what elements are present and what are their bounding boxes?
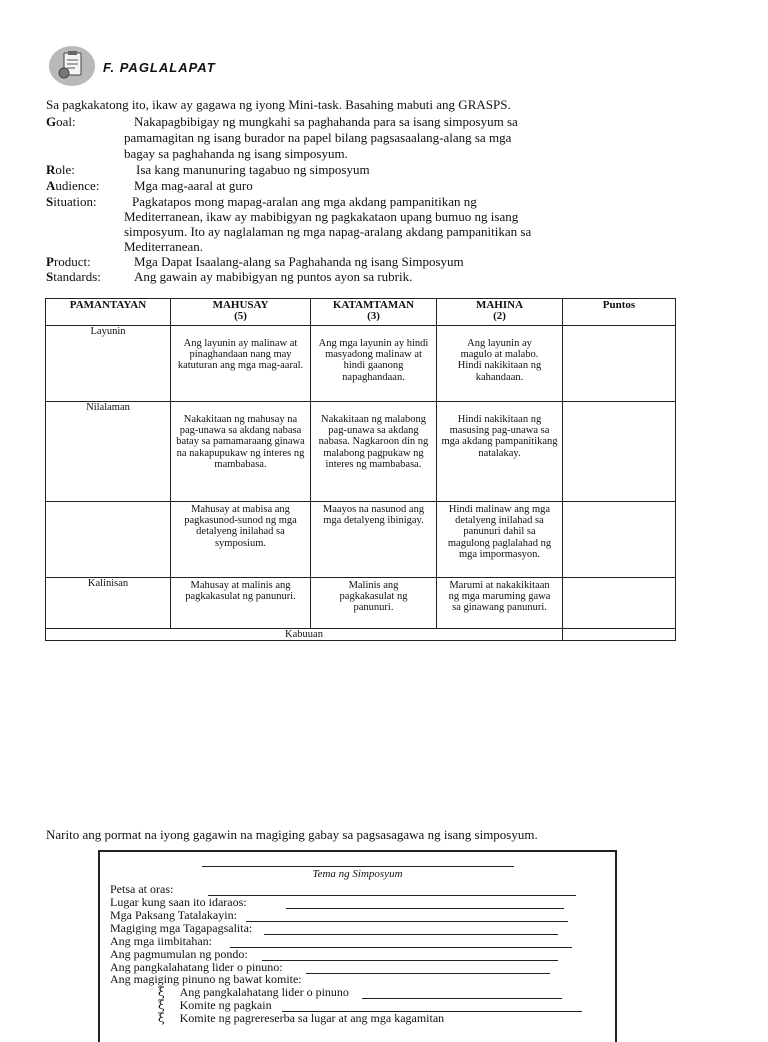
theme-title-line[interactable] bbox=[202, 866, 514, 867]
field-iimbitahan-line[interactable] bbox=[230, 947, 572, 948]
puntos-cell[interactable] bbox=[563, 402, 676, 502]
mahina-cell: Hindi nakikitaan ng masusing pag-unawa sa mga akdang pampanitikang natalakay. bbox=[437, 402, 563, 502]
header-criteria: PAMANTAYAN bbox=[46, 299, 171, 326]
table-row bbox=[46, 326, 676, 402]
situation-line-4: Mediterranean. bbox=[124, 239, 204, 254]
criteria-cell: Nilalaman bbox=[46, 402, 171, 502]
total-label: Kabuuan bbox=[46, 629, 563, 641]
field-lugar-line[interactable] bbox=[286, 908, 564, 909]
field-pondo: Ang pagmumulan ng pondo: bbox=[110, 947, 248, 961]
mahusay-cell: Ang layunin ay malinaw at pinaghandaan nang may katuturan ang mga mag-aaral. bbox=[171, 326, 311, 402]
standards-text: Ang gawain ay mabibigyan ng puntos ayon sa rubrik. bbox=[134, 269, 413, 284]
symposium-form bbox=[98, 850, 617, 1042]
katamtaman-cell: Maayos na nasunod ang mga detalyeng ibinigay. bbox=[311, 502, 437, 578]
table-header-row bbox=[46, 299, 676, 326]
katamtaman-cell: Malinis ang pagkakasulat ng panunuri. bbox=[311, 578, 437, 629]
field-petsa-line[interactable] bbox=[208, 895, 576, 896]
puntos-cell[interactable] bbox=[563, 326, 676, 402]
criteria-cell: Layunin bbox=[46, 326, 171, 402]
field-lider-line[interactable] bbox=[306, 973, 550, 974]
theme-label: Tema ng Simposyum bbox=[312, 868, 403, 880]
katamtaman-cell: Ang mga layunin ay hindi masyadong malinaw at hindi gaanong napaghandaan. bbox=[311, 326, 437, 402]
criteria-cell bbox=[46, 502, 171, 578]
field-petsa: Petsa at oras: bbox=[110, 882, 174, 896]
format-note: Narito ang pormat na iyong gagawin na magiging gabay sa pagsasagawa ng isang simposyum. bbox=[46, 827, 538, 842]
goal-line-1: Nakapagbibigay ng mungkahi sa paghahanda para sa isang simposyum sa bbox=[134, 114, 518, 129]
sub-item-line[interactable] bbox=[362, 998, 562, 999]
situation-line-1: Pagkatapos mong mapag-aralan ang mga akdang pampanitikan ng bbox=[132, 194, 477, 209]
bullet-icon: ξ bbox=[158, 985, 165, 999]
role-text: Isa kang manunuring tagabuo ng simposyum bbox=[136, 162, 370, 177]
field-iimbitahan: Ang mga iimbitahan: bbox=[110, 934, 212, 948]
total-row bbox=[46, 629, 676, 641]
intro-text: Sa pagkakatong ito, ikaw ay gagawa ng iyong Mini-task. Basahing mabuti ang GRASPS. bbox=[46, 97, 511, 112]
mahusay-cell: Nakakitaan ng mahusay na pag-unawa sa akdang nabasa batay sa pamamaraang ginawa na nakapupukaw ng interes ng mambabasa. bbox=[171, 402, 311, 502]
situation-line-2: Mediterranean, ikaw ay mabibigyan ng pagkakataon upang bumuo ng isang bbox=[124, 209, 519, 224]
field-paksa-line[interactable] bbox=[246, 921, 568, 922]
header-mahina: MAHINA (2) bbox=[437, 299, 563, 326]
rubric-table bbox=[45, 298, 676, 641]
audience-text: Mga mag-aaral at guro bbox=[134, 178, 253, 193]
puntos-cell[interactable] bbox=[563, 502, 676, 578]
sub-item: ξ Komite ng pagkain bbox=[158, 998, 272, 1012]
situation-line-3: simposyum. Ito ay naglalaman ng mga napag-aralang akdang pampanitikan sa bbox=[124, 224, 532, 239]
field-komite: Ang magiging pinuno ng bawat komite: bbox=[110, 972, 302, 986]
field-lugar: Lugar kung saan ito idaraos: bbox=[110, 895, 247, 909]
field-paksa: Mga Paksang Tatalakayin: bbox=[110, 908, 237, 922]
mahusay-cell: Mahusay at malinis ang pagkakasulat ng panunuri. bbox=[171, 578, 311, 629]
product-text: Mga Dapat Isaalang-alang sa Paghahanda ng isang Simposyum bbox=[134, 254, 464, 269]
field-tagapagsalita-line[interactable] bbox=[264, 934, 558, 935]
field-pondo-line[interactable] bbox=[262, 960, 558, 961]
bullet-icon: ξ bbox=[158, 998, 165, 1012]
table-row bbox=[46, 502, 676, 578]
clipboard-icon bbox=[49, 46, 95, 86]
header-katamtaman: KATAMTAMAN (3) bbox=[311, 299, 437, 326]
sub-item: ξ Komite ng pagrereserba sa lugar at ang mga kagamitan bbox=[158, 1011, 445, 1025]
puntos-cell[interactable] bbox=[563, 578, 676, 629]
mahusay-cell: Mahusay at mabisa ang pagkasunod-sunod ng mga detalyeng inilahad sa symposium. bbox=[171, 502, 311, 578]
mahina-cell: Ang layunin ay magulo at malabo. Hindi nakikitaan ng kahandaan. bbox=[437, 326, 563, 402]
goal-line-3: bagay sa paghahanda ng isang simposyum. bbox=[124, 146, 348, 161]
goal-line-2: pamamagitan ng isang burador na papel bilang pagsasaalang-alang sa mga bbox=[124, 130, 512, 145]
sub-item: ξ Ang pangkalahatang lider o pinuno bbox=[158, 985, 349, 999]
katamtaman-cell: Nakakitaan ng malabong pag-unawa sa akdang nabasa. Nagkaroon din ng malabong pagpukaw ng interes ng mambabasa. bbox=[311, 402, 437, 502]
table-row bbox=[46, 578, 676, 629]
field-tagapagsalita: Magiging mga Tagapagsalita: bbox=[110, 921, 253, 935]
header-puntos: Puntos bbox=[563, 299, 676, 326]
total-puntos-cell[interactable] bbox=[563, 629, 676, 641]
bullet-icon: ξ bbox=[158, 1011, 165, 1025]
section-title: F. PAGLALAPAT bbox=[103, 60, 216, 75]
table-row bbox=[46, 402, 676, 502]
criteria-cell: Kalinisan bbox=[46, 578, 171, 629]
header-mahusay: MAHUSAY (5) bbox=[171, 299, 311, 326]
field-lider: Ang pangkalahatang lider o pinuno: bbox=[110, 960, 283, 974]
mahina-cell: Marumi at nakakikitaan ng mga maruming gawa sa ginawang panunuri. bbox=[437, 578, 563, 629]
mahina-cell: Hindi malinaw ang mga detalyeng inilahad sa panunuri dahil sa magulong paglalahad ng mga impormasyon. bbox=[437, 502, 563, 578]
